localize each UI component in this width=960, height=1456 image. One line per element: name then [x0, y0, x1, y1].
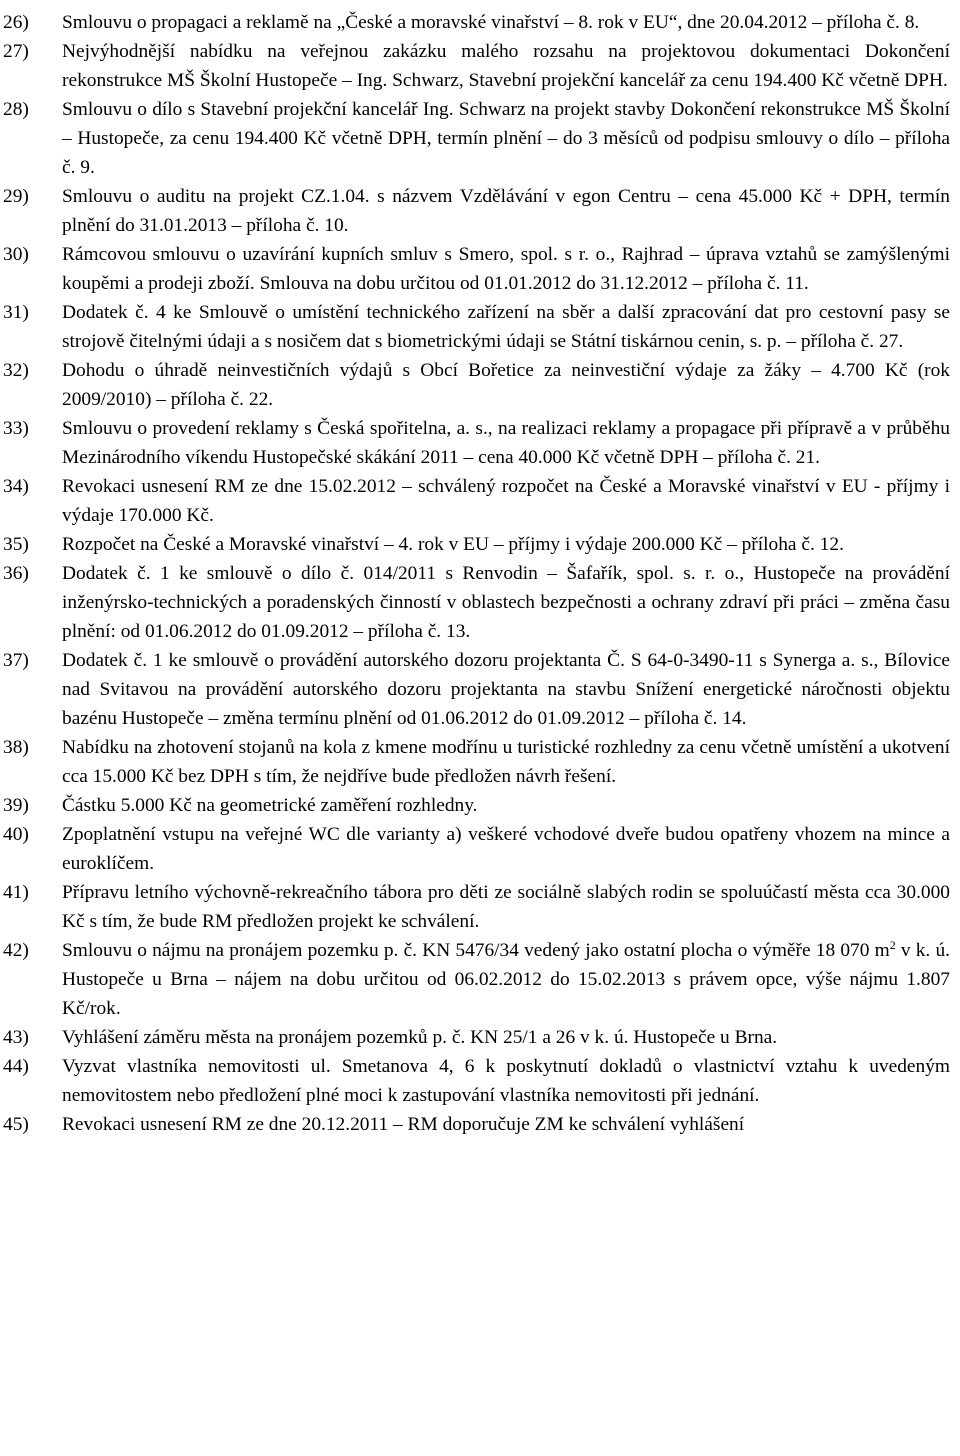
item-text: Vyzvat vlastníka nemovitosti ul. Smetanova 4, 6 k poskytnutí dokladů o vlastnictví vztahu k uvedeným nemovitostem nebo předložení plné moci k zastupování vlastníka nemovitosti při jednání.: [62, 1056, 950, 1106]
item-text-after: v k. ú. Hustopeče u Brna – nájem na dobu určitou od 06.02.2012 do 15.02.2013 s právem opce, výše nájmu 1.807 Kč/rok.: [62, 940, 950, 1019]
item-number: 31): [3, 302, 29, 323]
item-text: Zpoplatnění vstupu na veřejné WC dle varianty a) veškeré vchodové dveře budou opatřeny vhozem na mince a euroklíčem.: [62, 824, 950, 874]
list-item: [0, 559, 950, 646]
item-number: 34): [3, 476, 29, 497]
list-item: [0, 733, 950, 791]
item-text: Dodatek č. 1 ke smlouvě o dílo č. 014/2011 s Renvodin – Šafařík, spol. s. r. o., Hustopeče na provádění inženýrsko-technických a poradenských činností v oblastech bezpečnosti a ochrany zdraví při práci – změna času plnění: od 01.06.2012 do 01.09.2012 – příloha č. 13.: [62, 563, 950, 642]
item-text: Smlouvu o provedení reklamy s Česká spořitelna, a. s., na realizaci reklamy a propagace při přípravě a v průběhu Mezinárodního víkendu Hustopečské skákání 2011 – cena 40.000 Kč včetně DPH – příloha č. 21.: [62, 418, 950, 468]
item-number: 27): [3, 41, 29, 62]
item-number: 43): [3, 1027, 29, 1048]
item-number: 29): [3, 186, 29, 207]
item-number: 38): [3, 737, 29, 758]
list-item: [0, 95, 950, 182]
item-number: 44): [3, 1056, 29, 1077]
item-text: Revokaci usnesení RM ze dne 20.12.2011 – RM doporučuje ZM ke schválení vyhlášení: [62, 1114, 745, 1135]
list-item: [0, 414, 950, 472]
item-number: 28): [3, 99, 29, 120]
item-number: 45): [3, 1114, 29, 1135]
item-text: Smlouvu o dílo s Stavební projekční kancelář Ing. Schwarz na projekt stavby Dokončení rekonstrukce MŠ Školní – Hustopeče, za cenu 194.400 Kč včetně DPH, termín plnění – do 3 měsíců od podpisu smlouvy o dílo – příloha č. 9.: [62, 99, 950, 178]
item-number: 36): [3, 563, 29, 584]
item-number: 30): [3, 244, 29, 265]
list-item: [0, 936, 950, 1023]
list-item: [0, 1023, 950, 1052]
item-text: Nabídku na zhotovení stojanů na kola z kmene modřínu u turistické rozhledny za cenu včetně umístění a ukotvení cca 15.000 Kč bez DPH s tím, že nejdříve bude předložen návrh řešení.: [62, 737, 950, 787]
list-item: [0, 820, 950, 878]
item-text: Revokaci usnesení RM ze dne 15.02.2012 – schválený rozpočet na České a Moravské vinařství v EU - příjmy i výdaje 170.000 Kč.: [62, 476, 950, 526]
item-text: Dodatek č. 4 ke Smlouvě o umístění technického zařízení na sběr a další zpracování dat pro cestovní pasy se strojově čitelnými údaji a s nosičem dat s biometrickými údaji se Státní tiskárnou cenin, s. p. – příloha č. 27.: [62, 302, 950, 352]
item-text: Přípravu letního výchovně-rekreačního tábora pro děti ze sociálně slabých rodin se spoluúčastí města cca 30.000 Kč s tím, že bude RM předložen projekt ke schválení.: [62, 882, 950, 932]
item-text: Smlouvu o auditu na projekt CZ.1.04. s názvem Vzdělávání v egon Centru – cena 45.000 Kč + DPH, termín plnění do 31.01.2013 – příloha č. 10.: [62, 186, 950, 236]
list-item: [0, 240, 950, 298]
list-item: [0, 182, 950, 240]
list-item: [0, 878, 950, 936]
list-item: [0, 472, 950, 530]
item-text: Dohodu o úhradě neinvestičních výdajů s Obcí Bořetice za neinvestiční výdaje za žáky – 4.700 Kč (rok 2009/2010) – příloha č. 22.: [62, 360, 950, 410]
list-item: [0, 8, 950, 37]
item-text: Rámcovou smlouvu o uzavírání kupních smluv s Smero, spol. s r. o., Rajhrad – úprava vztahů se zamýšlenými koupěmi a prodeji zboží. Smlouva na dobu určitou od 01.01.2012 do 31.12.2012 – příloha č. 11.: [62, 244, 950, 294]
item-number: 42): [3, 940, 29, 961]
item-text-before: Smlouvu o nájmu na pronájem pozemku p. č. KN 5476/34 vedený jako ostatní plocha o výměře 18 070 m: [62, 940, 890, 961]
list-item: [0, 1052, 950, 1110]
list-item: [0, 791, 950, 820]
list-item: [0, 1110, 950, 1139]
item-text: Dodatek č. 1 ke smlouvě o provádění autorského dozoru projektanta Č. S 64-0-3490-11 s Synerga a. s., Bílovice nad Svitavou na provádění autorského dozoru projektanta na stavbu Snížení energetické náročnosti objektu bazénu Hustopeče – změna termínu plnění od 01.06.2012 do 01.09.2012 – příloha č. 14.: [62, 650, 950, 729]
item-number: 33): [3, 418, 29, 439]
item-number: 37): [3, 650, 29, 671]
superscript: 2: [889, 938, 896, 952]
item-text: Vyhlášení záměru města na pronájem pozemků p. č. KN 25/1 a 26 v k. ú. Hustopeče u Brna.: [62, 1027, 778, 1048]
list-item: [0, 298, 950, 356]
item-number: 32): [3, 360, 29, 381]
item-text: Smlouvu o propagaci a reklamě na „České a moravské vinařství – 8. rok v EU“, dne 20.04.2012 – příloha č. 8.: [62, 12, 920, 33]
item-text: Rozpočet na České a Moravské vinařství – 4. rok v EU – příjmy i výdaje 200.000 Kč – příloha č. 12.: [62, 534, 844, 555]
item-number: 41): [3, 882, 29, 903]
list-item: [0, 646, 950, 733]
list-item: [0, 356, 950, 414]
item-number: 40): [3, 824, 29, 845]
item-number: 35): [3, 534, 29, 555]
list-item: [0, 37, 950, 95]
item-number: 26): [3, 12, 29, 33]
item-number: 39): [3, 795, 29, 816]
item-text: Částku 5.000 Kč na geometrické zaměření rozhledny.: [62, 795, 478, 816]
item-text: Nejvýhodnější nabídku na veřejnou zakázku malého rozsahu na projektovou dokumentaci Dokončení rekonstrukce MŠ Školní Hustopeče – Ing. Schwarz, Stavební projekční kancelář za cenu 194.400 Kč včetně DPH.: [62, 41, 950, 91]
list-item: [0, 530, 950, 559]
